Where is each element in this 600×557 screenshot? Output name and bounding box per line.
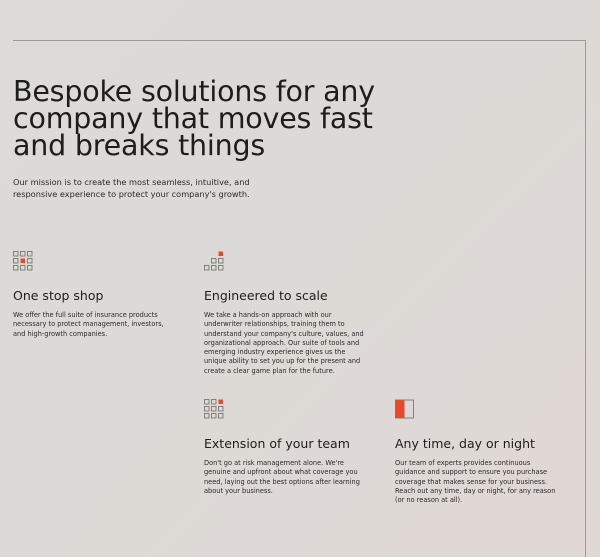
hero-subtitle: Our mission is to create the most seamless, intuitive, and responsive experience to protect your company's growth. [13, 177, 250, 199]
feature-description: Our team of experts provides continuous guidance and support to ensure you purchase coverage that makes sense for your business. Reach out any time, day or night, for any reason (or no reason at all). [395, 459, 556, 505]
feature-engineered-to-scale [204, 251, 369, 376]
feature-any-time [395, 399, 560, 505]
feature-title: Extension of your team [204, 436, 350, 451]
hero-title: Bespoke solutions for any company that moves fast and breaks things [13, 75, 375, 162]
feature-title: Engineered to scale [204, 288, 328, 303]
frame-right-border [585, 40, 586, 557]
feature-description: We offer the full suite of insurance products necessary to protect management, investors, and high-growth companies. [13, 311, 164, 338]
feature-one-stop-shop [13, 251, 178, 339]
grid-corner-dot-icon [204, 399, 369, 419]
feature-title: Any time, day or night [395, 436, 535, 451]
feature-title: One stop shop [13, 288, 104, 303]
feature-description: Don't go at risk management alone. We're genuine and upfront about what coverage you need, laying out the best options after learning about your business. [204, 459, 360, 495]
grid-center-dot-icon [13, 251, 178, 271]
grid-rising-dot-icon [204, 251, 369, 271]
half-filled-box-icon [395, 399, 560, 419]
feature-description: We take a hands-on approach with our underwriter relationships, training them to understand your company's culture, values, and organizational approach. Our suite of tools and emerging industry experience gives us the unique ability to set you up for the present and create a clear game plan for the future. [204, 311, 364, 375]
frame-top-border [13, 40, 586, 41]
feature-extension-of-team [204, 399, 369, 496]
